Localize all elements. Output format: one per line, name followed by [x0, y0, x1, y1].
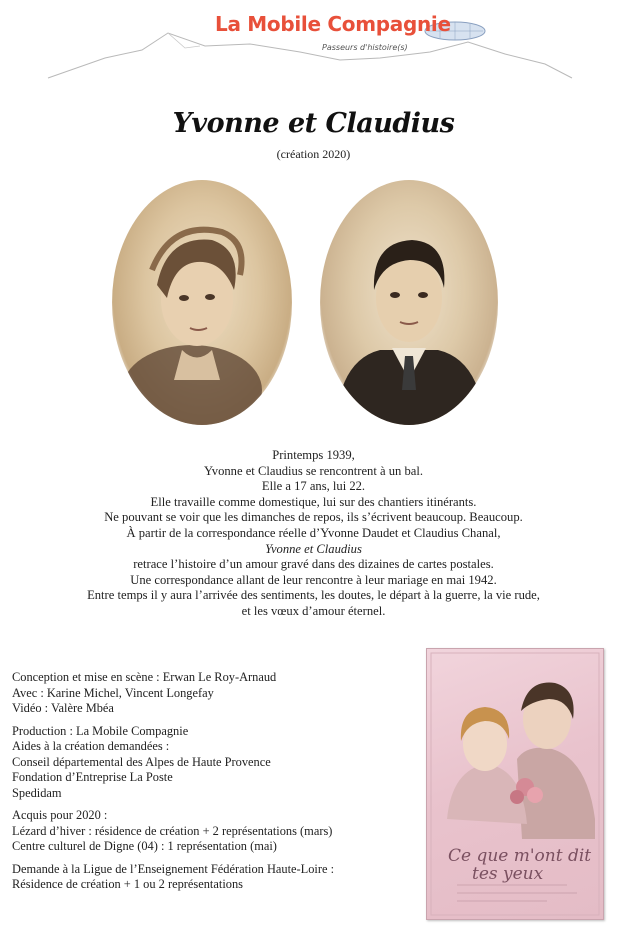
story-line: retrace l’histoire d’un amour gravé dans des dizaines de cartes postales. [133, 557, 494, 572]
credit-line: Centre culturel de Digne (04) : 1 représentation (mai) [12, 839, 277, 853]
story-line: Printemps 1939, [272, 448, 355, 462]
credit-line: Vidéo : Valère Mbéa [12, 701, 114, 715]
credit-line: Demande à la Ligue de l’Enseignement Fédération Haute-Loire : [12, 861, 335, 876]
story-line: À partir de la correspondance réelle d’Yvonne Daudet et Claudius Chanal, [126, 525, 501, 540]
portrait-claudius-photo [320, 180, 498, 425]
story-line: Elle a 17 ans, lui 22. [261, 479, 366, 494]
show-title: Yvonne et Claudius [172, 108, 455, 139]
brand-tagline: Passeurs d'histoire(s) [322, 43, 408, 52]
man-portrait-illustration [320, 180, 498, 425]
credit-line: Acquis pour 2020 : [12, 808, 108, 822]
credit-line: Conception et mise en scène : Erwan Le Roy-Arnaud [12, 670, 277, 684]
credit-line: Lézard d’hiver : résidence de création + 2 représentations (mars) [12, 823, 333, 838]
credit-line: Spedidam [12, 785, 62, 800]
story-line: Entre temps il y aura l’arrivée des sentiments, les doutes, le départ à la guerre, la vie rude, [87, 588, 540, 603]
credit-line: Aides à la création demandées : [12, 739, 170, 753]
credits-production [12, 724, 412, 802]
credits-acquis [12, 808, 412, 855]
credits-demande [12, 862, 412, 893]
brand-logo-text: La Mobile Compagnie [215, 12, 451, 36]
credit-line: Résidence de création + 1 ou 2 représentations [12, 877, 243, 891]
woman-portrait-illustration [112, 180, 292, 425]
postcard-caption [448, 846, 592, 884]
credit-line: Production : La Mobile Compagnie [12, 723, 189, 738]
postcard-caption-line: Ce que m'ont dit [448, 846, 592, 866]
show-subtitle: (création 2020) [276, 147, 351, 161]
postcard-caption-line: tes yeux [472, 864, 544, 884]
story-line: Ne pouvant se voir que les dimanches de repos, ils s’écrivent beaucoup. Beaucoup. [104, 510, 523, 525]
story-line: Une correspondance allant de leur rencontre à leur mariage en mai 1942. [130, 572, 497, 587]
story-line-title: Yvonne et Claudius [265, 541, 362, 556]
story-line: et les vœux d’amour éternel. [241, 603, 386, 618]
story-line: Elle travaille comme domestique, lui sur des chantiers itinérants. [150, 494, 477, 509]
story-text [0, 448, 627, 620]
page-header [0, 0, 627, 92]
credits-team [12, 670, 412, 717]
credit-line: Avec : Karine Michel, Vincent Longefay [12, 685, 214, 700]
portrait-yvonne-photo [112, 180, 292, 425]
story-line: Yvonne et Claudius se rencontrent à un bal. [203, 463, 424, 478]
credits-block [12, 670, 412, 900]
credit-line: Conseil départemental des Alpes de Haute Provence [12, 754, 271, 769]
credit-line: Fondation d’Entreprise La Poste [12, 770, 173, 784]
